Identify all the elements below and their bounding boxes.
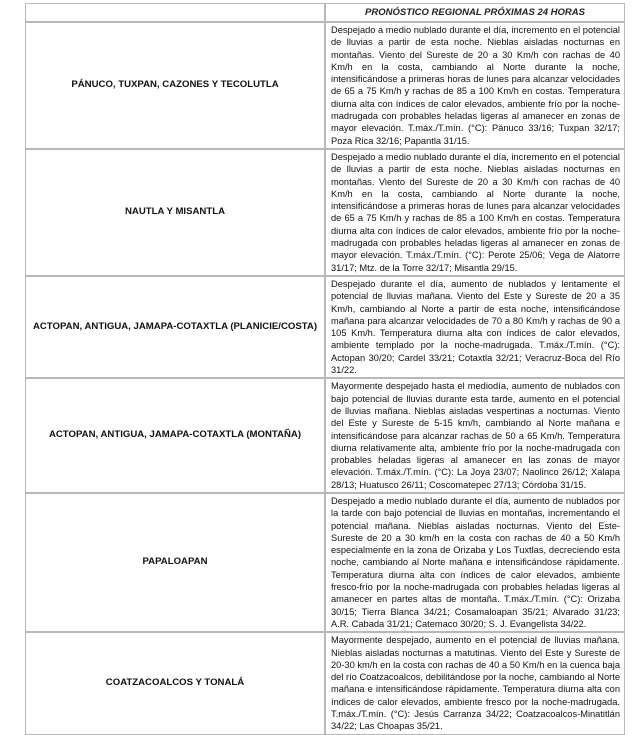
temperature-list: Actopan 30/20; Cardel 33/21; Cotaxtla 32/21; Veracruz-Boca del Río 31/22. bbox=[331, 352, 620, 376]
table-row bbox=[25, 22, 625, 149]
region-name: NAUTLA Y MISANTLA bbox=[25, 149, 325, 276]
forecast-text: Mayormente despejado, aumento en el potencial de lluvias mañana. Nieblas aisladas nocturnas a matutinas. Viento del Este y Sureste de 20-30 km/h en la costa con rachas de 40 a 50 Km/h en la cuenca baja del río Coatzacoalcos, debilitándose por la noche, cambiando al Norte mañana e intensificándose rápidamente. Temperatura diurna alta con índices de calor elevados, ambiente fresco por la noche-madrugada. T.máx./T.mín. (°C): bbox=[331, 635, 620, 720]
header-empty-cell bbox=[25, 3, 325, 22]
table-row bbox=[25, 276, 625, 378]
temperature-list: La Joya 23/07; Naolinco 26/12; Xalapa 28/13; Huatusco 26/11; Coscomatepec 27/13; Córdoba 31/15. bbox=[331, 467, 620, 490]
table-title: PRONÓSTICO REGIONAL PRÓXIMAS 24 HORAS bbox=[325, 3, 625, 22]
region-forecast bbox=[325, 276, 625, 378]
temperature-list: Pánuco 33/16; Tuxpan 32/17; Poza Rica 32/16; Papantla 31/15. bbox=[331, 123, 620, 146]
region-name: PAPALOAPAN bbox=[25, 493, 325, 632]
table-row bbox=[25, 149, 625, 276]
table-row bbox=[25, 493, 625, 632]
region-forecast bbox=[325, 493, 625, 632]
temperature-list: Jesús Carranza 34/22; Coatzacoalcos-Minatitlán 34/22; Las Choapas 35/21. bbox=[331, 709, 620, 732]
forecast-text: Despejado a medio nublado durante el día, incremento en el potencial de lluvias a partir de esta noche. Nieblas aisladas nocturnas en montañas. Viento del Sureste de 20 a 30 Km/h con rachas de 40 Km/h en la costa, cambiando al Norte durante la noche, intensificándose a primeras horas de lunes para alcanzar velocidades de 65 a 75 Km/h y rachas de 85 a 100 Km/h en costas. Temperatura diurna alta con índices de calor elevados, ambiente frío por la noche-madrugada con probables heladas ligeras al amanecer en zonas de mayor elevación. T.máx./T.mín. (°C): bbox=[331, 25, 620, 134]
region-name: PÁNUCO, TUXPAN, CAZONES Y TECOLUTLA bbox=[25, 22, 325, 149]
temperature-list: Orizaba 30/15; Tierra Blanca 34/21; Cosamaloapan 35/21; Alvarado 31/23; A.R. Cabada 31/21; Catemaco 30/20; S. J. Evangelista 34/22. bbox=[331, 594, 620, 629]
table-header-row bbox=[25, 3, 625, 22]
forecast-text: Mayormente despejado hasta el mediodía, aumento de nublados con bajo potencial de lluvias durante esta tarde, aumento en el potencial de lluvias mañana. Nieblas aisladas vespertinas a nocturnas. Viento del Este y Sureste de 5-15 km/h, cambiando al Norte mañana e intensificándose para alcanzar rachas de 50 a 65 Km/h. Temperatura diurna relativamente alta, ambiente frío por la noche-madrugada con probables heladas ligeras al amanecer en las zonas de mayor elevación. T.máx./T.mín. (°C): bbox=[331, 381, 620, 478]
temperature-list: Perote 25/06; Vega de Alatorre 31/17; Mtz. de la Torre 32/17; Misantla 29/15. bbox=[331, 250, 620, 273]
regional-forecast-table-container bbox=[25, 3, 625, 735]
region-name: ACTOPAN, ANTIGUA, JAMAPA-COTAXTLA (MONTAÑA) bbox=[25, 378, 325, 493]
table-row bbox=[25, 632, 625, 734]
table-row bbox=[25, 378, 625, 493]
region-forecast bbox=[325, 22, 625, 149]
region-forecast bbox=[325, 149, 625, 276]
region-forecast bbox=[325, 378, 625, 493]
region-forecast bbox=[325, 632, 625, 734]
forecast-text: Despejado durante el día, aumento de nublados y lentamente el potencial de lluvias mañana. Viento del Este y Sureste de 20 a 35 Km/h, cambiando al Norte a partir de esta noche, intensificándose mañana para alcanzar velocidades de 70 a 80 Km/h y rachas de 90 a 105 Km/h. Temperatura diurna alta con índices de calor elevados, ambiente templado por la noche-madrugada. T.máx./T.mín. (°C): bbox=[331, 278, 620, 351]
regional-forecast-table bbox=[25, 3, 625, 735]
region-name: ACTOPAN, ANTIGUA, JAMAPA-COTAXTLA (PLANICIE/COSTA) bbox=[25, 276, 325, 378]
forecast-text: Despejado a medio nublado durante el día, aumento de nublados por la tarde con bajo potencial de lluvias en montañas, incrementando el potencial mañana. Nieblas aisladas nocturnas. Viento del Este-Sureste de 20 a 30 km/h en la costa con rachas de 40 a 50 Km/h especialmente en la zona de Orizaba y Los Tuxtlas, decreciendo esta noche, cambiando al Norte mañana e intensificándose rápidamente. Temperatura diurna alta con índices de calor elevados, ambiente fresco-frío por la noche-madrugada con probables heladas ligeras al amanecer en partes altas de montaña. T.máx./T.mín. (°C): bbox=[331, 495, 620, 605]
forecast-text: Despejado a medio nublado durante el día, incremento en el potencial de lluvias a partir de esta noche. Nieblas aisladas nocturnas en montañas. Viento del Sureste de 20 a 30 Km/h con rachas de 40 Km/h en la costa, cambiando al Norte durante la noche, intensificándose a primeras horas de lunes para alcanzar velocidades de 65 a 75 Km/h y rachas de 85 a 100 Km/h en costas. Temperatura diurna alta con índices de calor elevados, ambiente frío por la noche-madrugada con probables heladas ligeras al amanecer en zonas de mayor elevación. T.máx./T.mín. (°C): bbox=[331, 151, 620, 261]
region-name: COATZACOALCOS Y TONALÁ bbox=[25, 632, 325, 734]
